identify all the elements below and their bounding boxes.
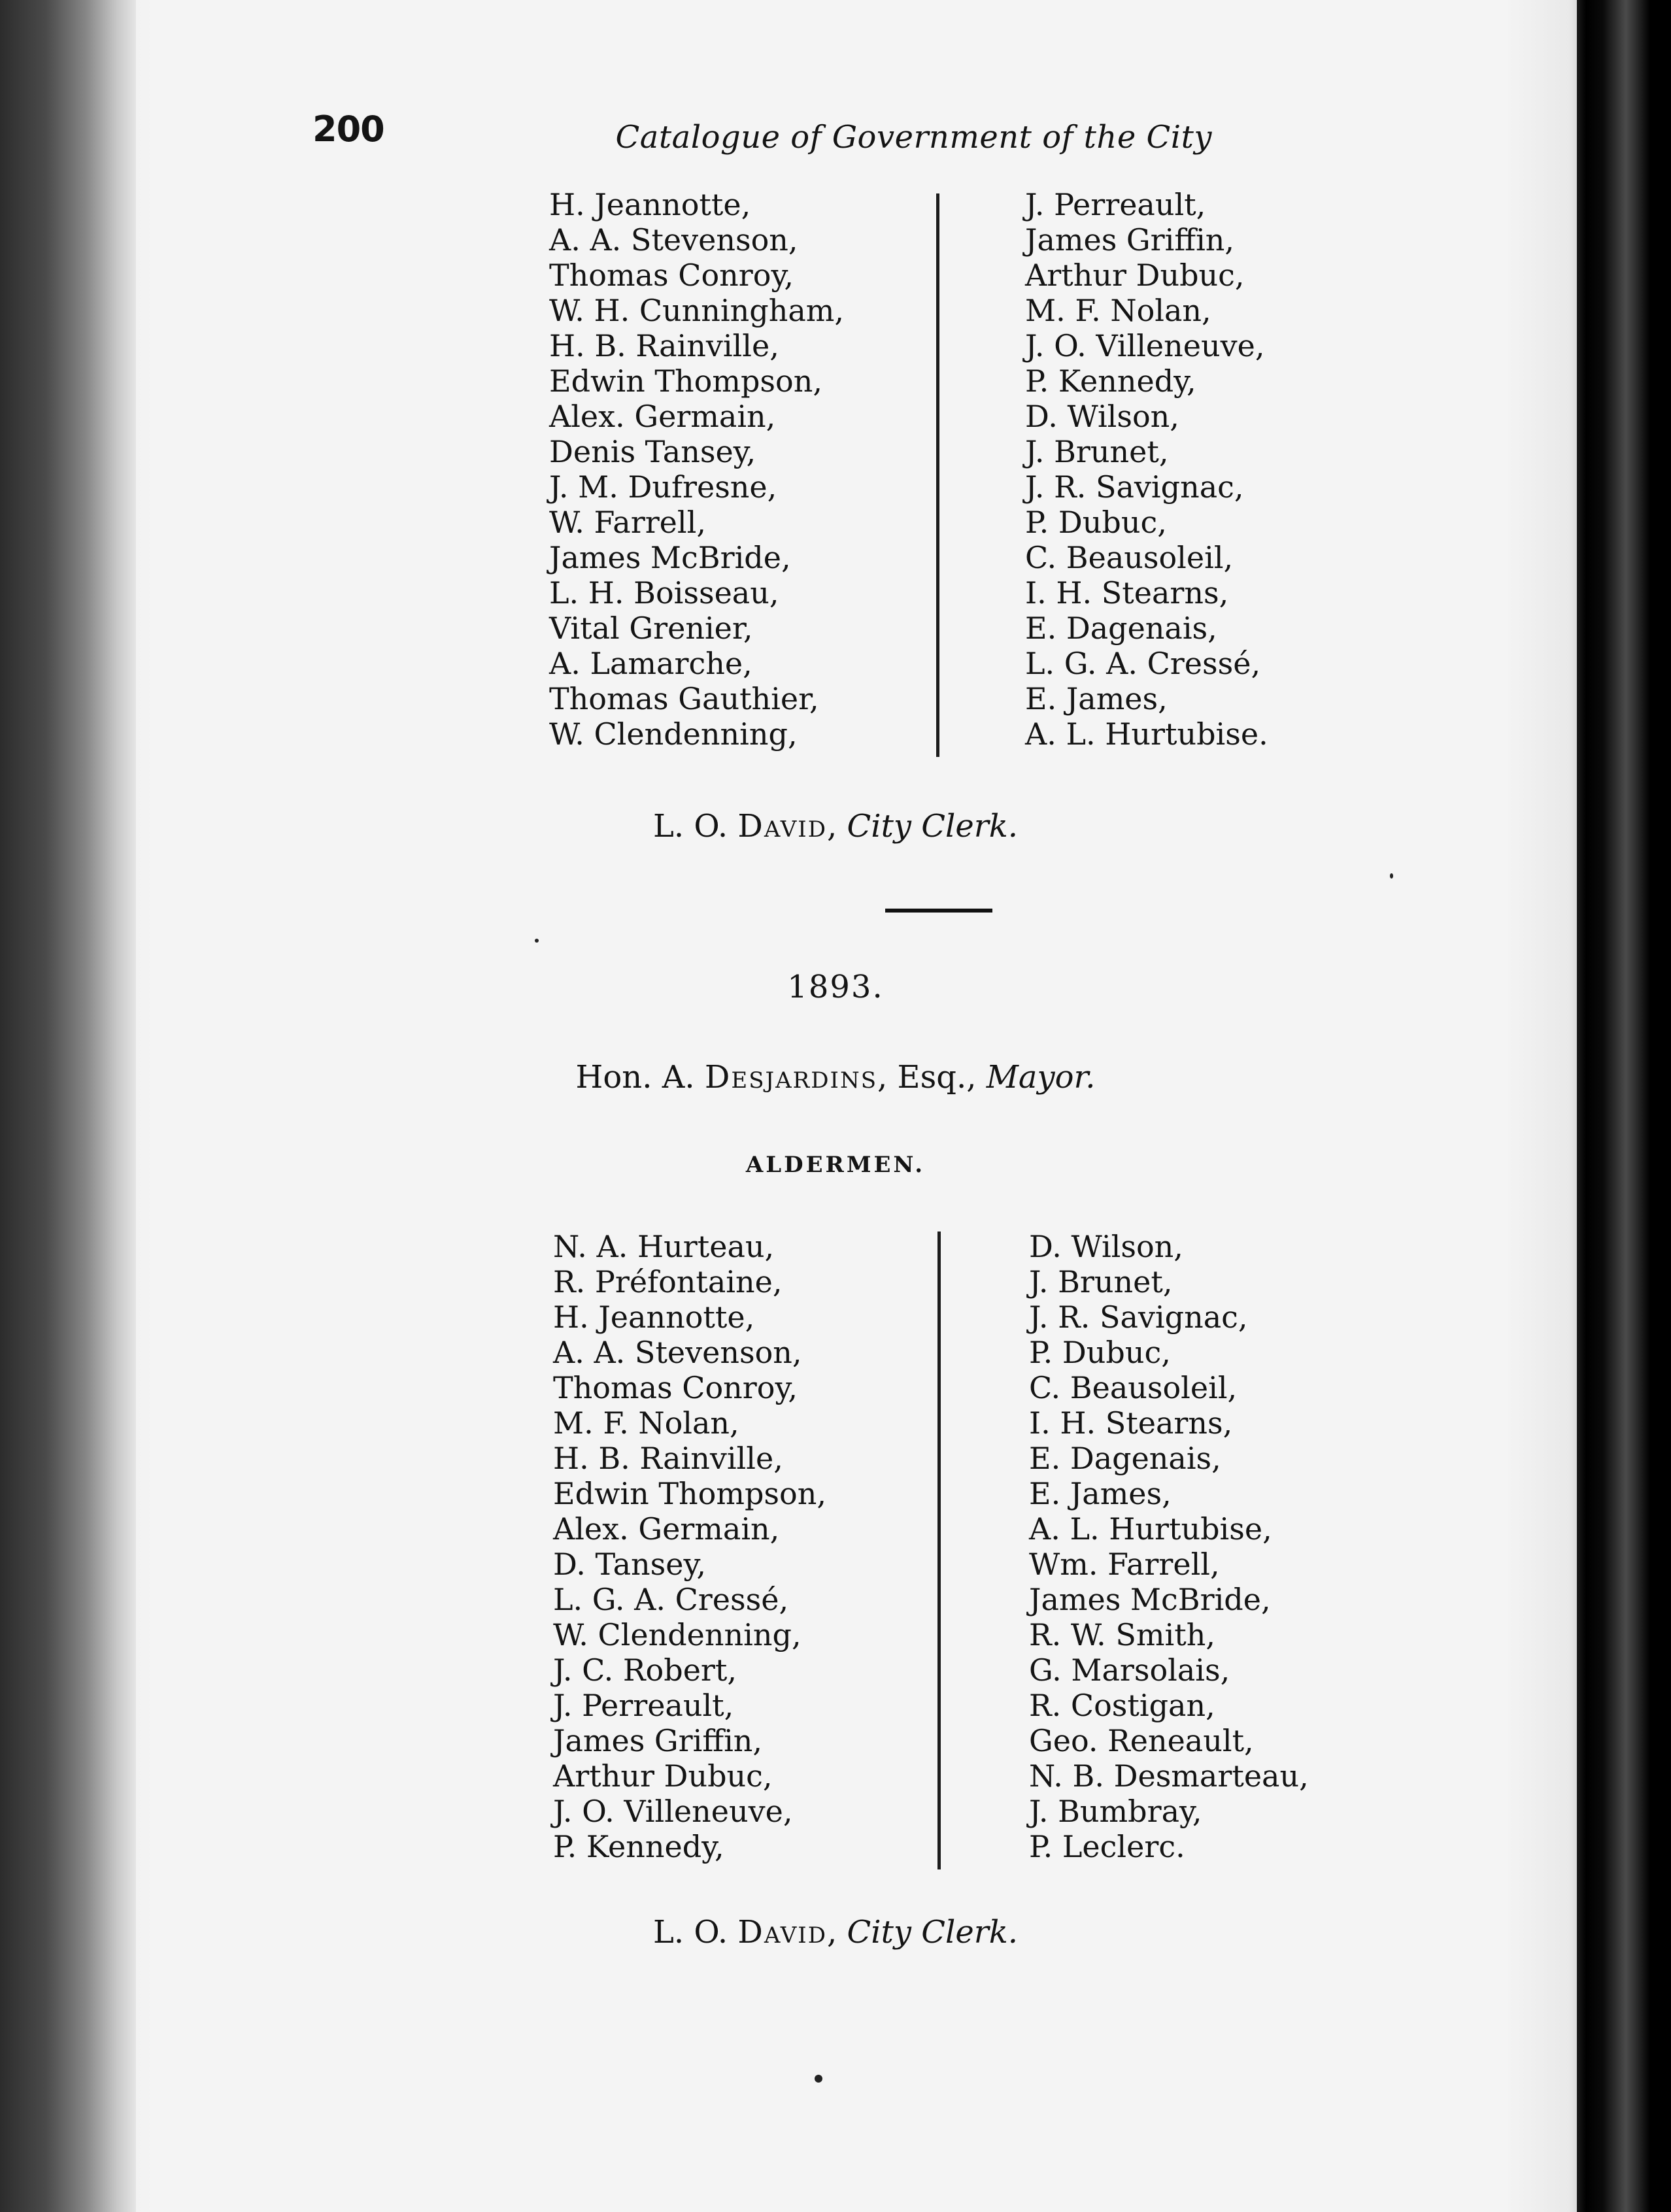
- alderman-name: James McBride,: [549, 540, 791, 575]
- scan-speck: [1390, 873, 1393, 879]
- alderman-name: J. C. Robert,: [553, 1652, 737, 1688]
- alderman-name: J. O. Villeneuve,: [1025, 328, 1265, 363]
- alderman-name: J. Brunet,: [1025, 434, 1169, 469]
- clerk-surname: David: [737, 808, 827, 845]
- aldermen-heading: ALDERMEN.: [745, 1152, 926, 1178]
- alderman-list-right-1893: [1029, 1229, 1309, 1864]
- alderman-name: Wm. Farrell,: [1029, 1547, 1220, 1582]
- alderman-name: H. B. Rainville,: [553, 1441, 783, 1476]
- alderman-name: Edwin Thompson,: [553, 1476, 826, 1511]
- alderman-name: N. B. Desmarteau,: [1029, 1758, 1309, 1794]
- alderman-name: J. M. Dufresne,: [549, 469, 777, 505]
- alderman-name: Thomas Conroy,: [549, 258, 794, 293]
- alderman-name: J. Bumbray,: [1029, 1794, 1202, 1829]
- alderman-name: J. R. Savignac,: [1025, 469, 1244, 505]
- alderman-name: James Griffin,: [1025, 222, 1235, 258]
- alderman-name: I. H. Stearns,: [1025, 575, 1229, 611]
- alderman-name: L. H. Boisseau,: [549, 575, 779, 611]
- alderman-name: E. James,: [1029, 1476, 1172, 1511]
- alderman-list-left-1893: [553, 1229, 826, 1864]
- clerk-initials: L. O.: [652, 1914, 728, 1951]
- clerk-initials: L. O.: [652, 808, 728, 845]
- book-spine-shadow: [0, 0, 136, 2212]
- scan-edge: [1577, 0, 1671, 2212]
- alderman-name: W. Farrell,: [549, 505, 706, 540]
- scan-speck: [815, 2075, 822, 2083]
- alderman-name: J. R. Savignac,: [1029, 1299, 1248, 1335]
- alderman-name: A. L. Hurtubise,: [1029, 1511, 1272, 1547]
- alderman-name: I. H. Stearns,: [1029, 1405, 1233, 1441]
- alderman-name: J. O. Villeneuve,: [553, 1794, 793, 1829]
- alderman-name: A. L. Hurtubise.: [1025, 716, 1268, 752]
- alderman-name: James Griffin,: [553, 1723, 763, 1758]
- alderman-name: P. Kennedy,: [1025, 363, 1196, 399]
- alderman-name: Geo. Reneault,: [1029, 1723, 1254, 1758]
- section-year: 1893.: [787, 969, 884, 1005]
- alderman-name: L. G. A. Cressé,: [553, 1582, 789, 1617]
- alderman-list-right-1892: [1025, 187, 1268, 752]
- city-clerk-signature-1892: L. O. David, City Clerk.: [652, 808, 1019, 845]
- alderman-name: D. Wilson,: [1025, 399, 1179, 434]
- alderman-name: J. Brunet,: [1029, 1264, 1173, 1299]
- alderman-name: P. Kennedy,: [553, 1829, 724, 1864]
- section-divider: [885, 909, 992, 913]
- running-head: Catalogue of Government of the City: [615, 119, 1212, 156]
- alderman-name: Alex. Germain,: [549, 399, 776, 434]
- alderman-list-left-1892: [549, 187, 844, 752]
- alderman-name: C. Beausoleil,: [1025, 540, 1234, 575]
- alderman-name: A. A. Stevenson,: [549, 222, 798, 258]
- clerk-title: City Clerk.: [847, 1914, 1019, 1951]
- alderman-name: R. Costigan,: [1029, 1688, 1215, 1723]
- clerk-surname: David: [737, 1914, 827, 1951]
- alderman-name: E. Dagenais,: [1029, 1441, 1221, 1476]
- alderman-name: L. G. A. Cressé,: [1025, 646, 1261, 681]
- alderman-name: D. Tansey,: [553, 1547, 706, 1582]
- city-clerk-signature-1893: L. O. David, City Clerk.: [652, 1914, 1019, 1951]
- alderman-name: J. Perreault,: [553, 1688, 734, 1723]
- alderman-name: R. Préfontaine,: [553, 1264, 783, 1299]
- scan-speck: [535, 939, 539, 943]
- alderman-name: Arthur Dubuc,: [1025, 258, 1245, 293]
- alderman-name: A. Lamarche,: [549, 646, 752, 681]
- column-rule-1892: [936, 193, 939, 757]
- alderman-name: M. F. Nolan,: [553, 1405, 739, 1441]
- alderman-name: Denis Tansey,: [549, 434, 756, 469]
- alderman-name: Edwin Thompson,: [549, 363, 822, 399]
- mayor-suffix: , Esq.,: [877, 1059, 977, 1096]
- alderman-name: A. A. Stevenson,: [553, 1335, 802, 1370]
- alderman-name: Arthur Dubuc,: [553, 1758, 773, 1794]
- alderman-name: G. Marsolais,: [1029, 1652, 1230, 1688]
- alderman-name: C. Beausoleil,: [1029, 1370, 1238, 1405]
- alderman-name: R. W. Smith,: [1029, 1617, 1215, 1652]
- alderman-name: J. Perreault,: [1025, 187, 1206, 222]
- page-number: 200: [312, 109, 384, 150]
- alderman-name: Vital Grenier,: [549, 611, 753, 646]
- alderman-name: P. Dubuc,: [1029, 1335, 1171, 1370]
- clerk-title: City Clerk.: [847, 808, 1019, 845]
- column-rule-1893: [937, 1232, 941, 1869]
- alderman-name: P. Dubuc,: [1025, 505, 1167, 540]
- mayor-surname: Desjardins: [704, 1059, 878, 1096]
- alderman-name: E. Dagenais,: [1025, 611, 1217, 646]
- alderman-name: W. Clendenning,: [549, 716, 798, 752]
- alderman-name: Alex. Germain,: [553, 1511, 780, 1547]
- alderman-name: W. Clendenning,: [553, 1617, 802, 1652]
- alderman-name: D. Wilson,: [1029, 1229, 1183, 1264]
- alderman-name: M. F. Nolan,: [1025, 293, 1211, 328]
- alderman-name: N. A. Hurteau,: [553, 1229, 775, 1264]
- alderman-name: Thomas Gauthier,: [549, 681, 819, 716]
- alderman-name: E. James,: [1025, 681, 1168, 716]
- mayor-title: Mayor.: [986, 1059, 1096, 1096]
- alderman-name: W. H. Cunningham,: [549, 293, 844, 328]
- alderman-name: P. Leclerc.: [1029, 1829, 1185, 1864]
- mayor-line: [0, 1058, 1671, 1097]
- mayor-prefix: Hon. A.: [575, 1059, 695, 1096]
- alderman-name: James McBride,: [1029, 1582, 1271, 1617]
- alderman-name: Thomas Conroy,: [553, 1370, 798, 1405]
- alderman-name: H. Jeannotte,: [549, 187, 751, 222]
- alderman-name: H. B. Rainville,: [549, 328, 779, 363]
- alderman-name: H. Jeannotte,: [553, 1299, 755, 1335]
